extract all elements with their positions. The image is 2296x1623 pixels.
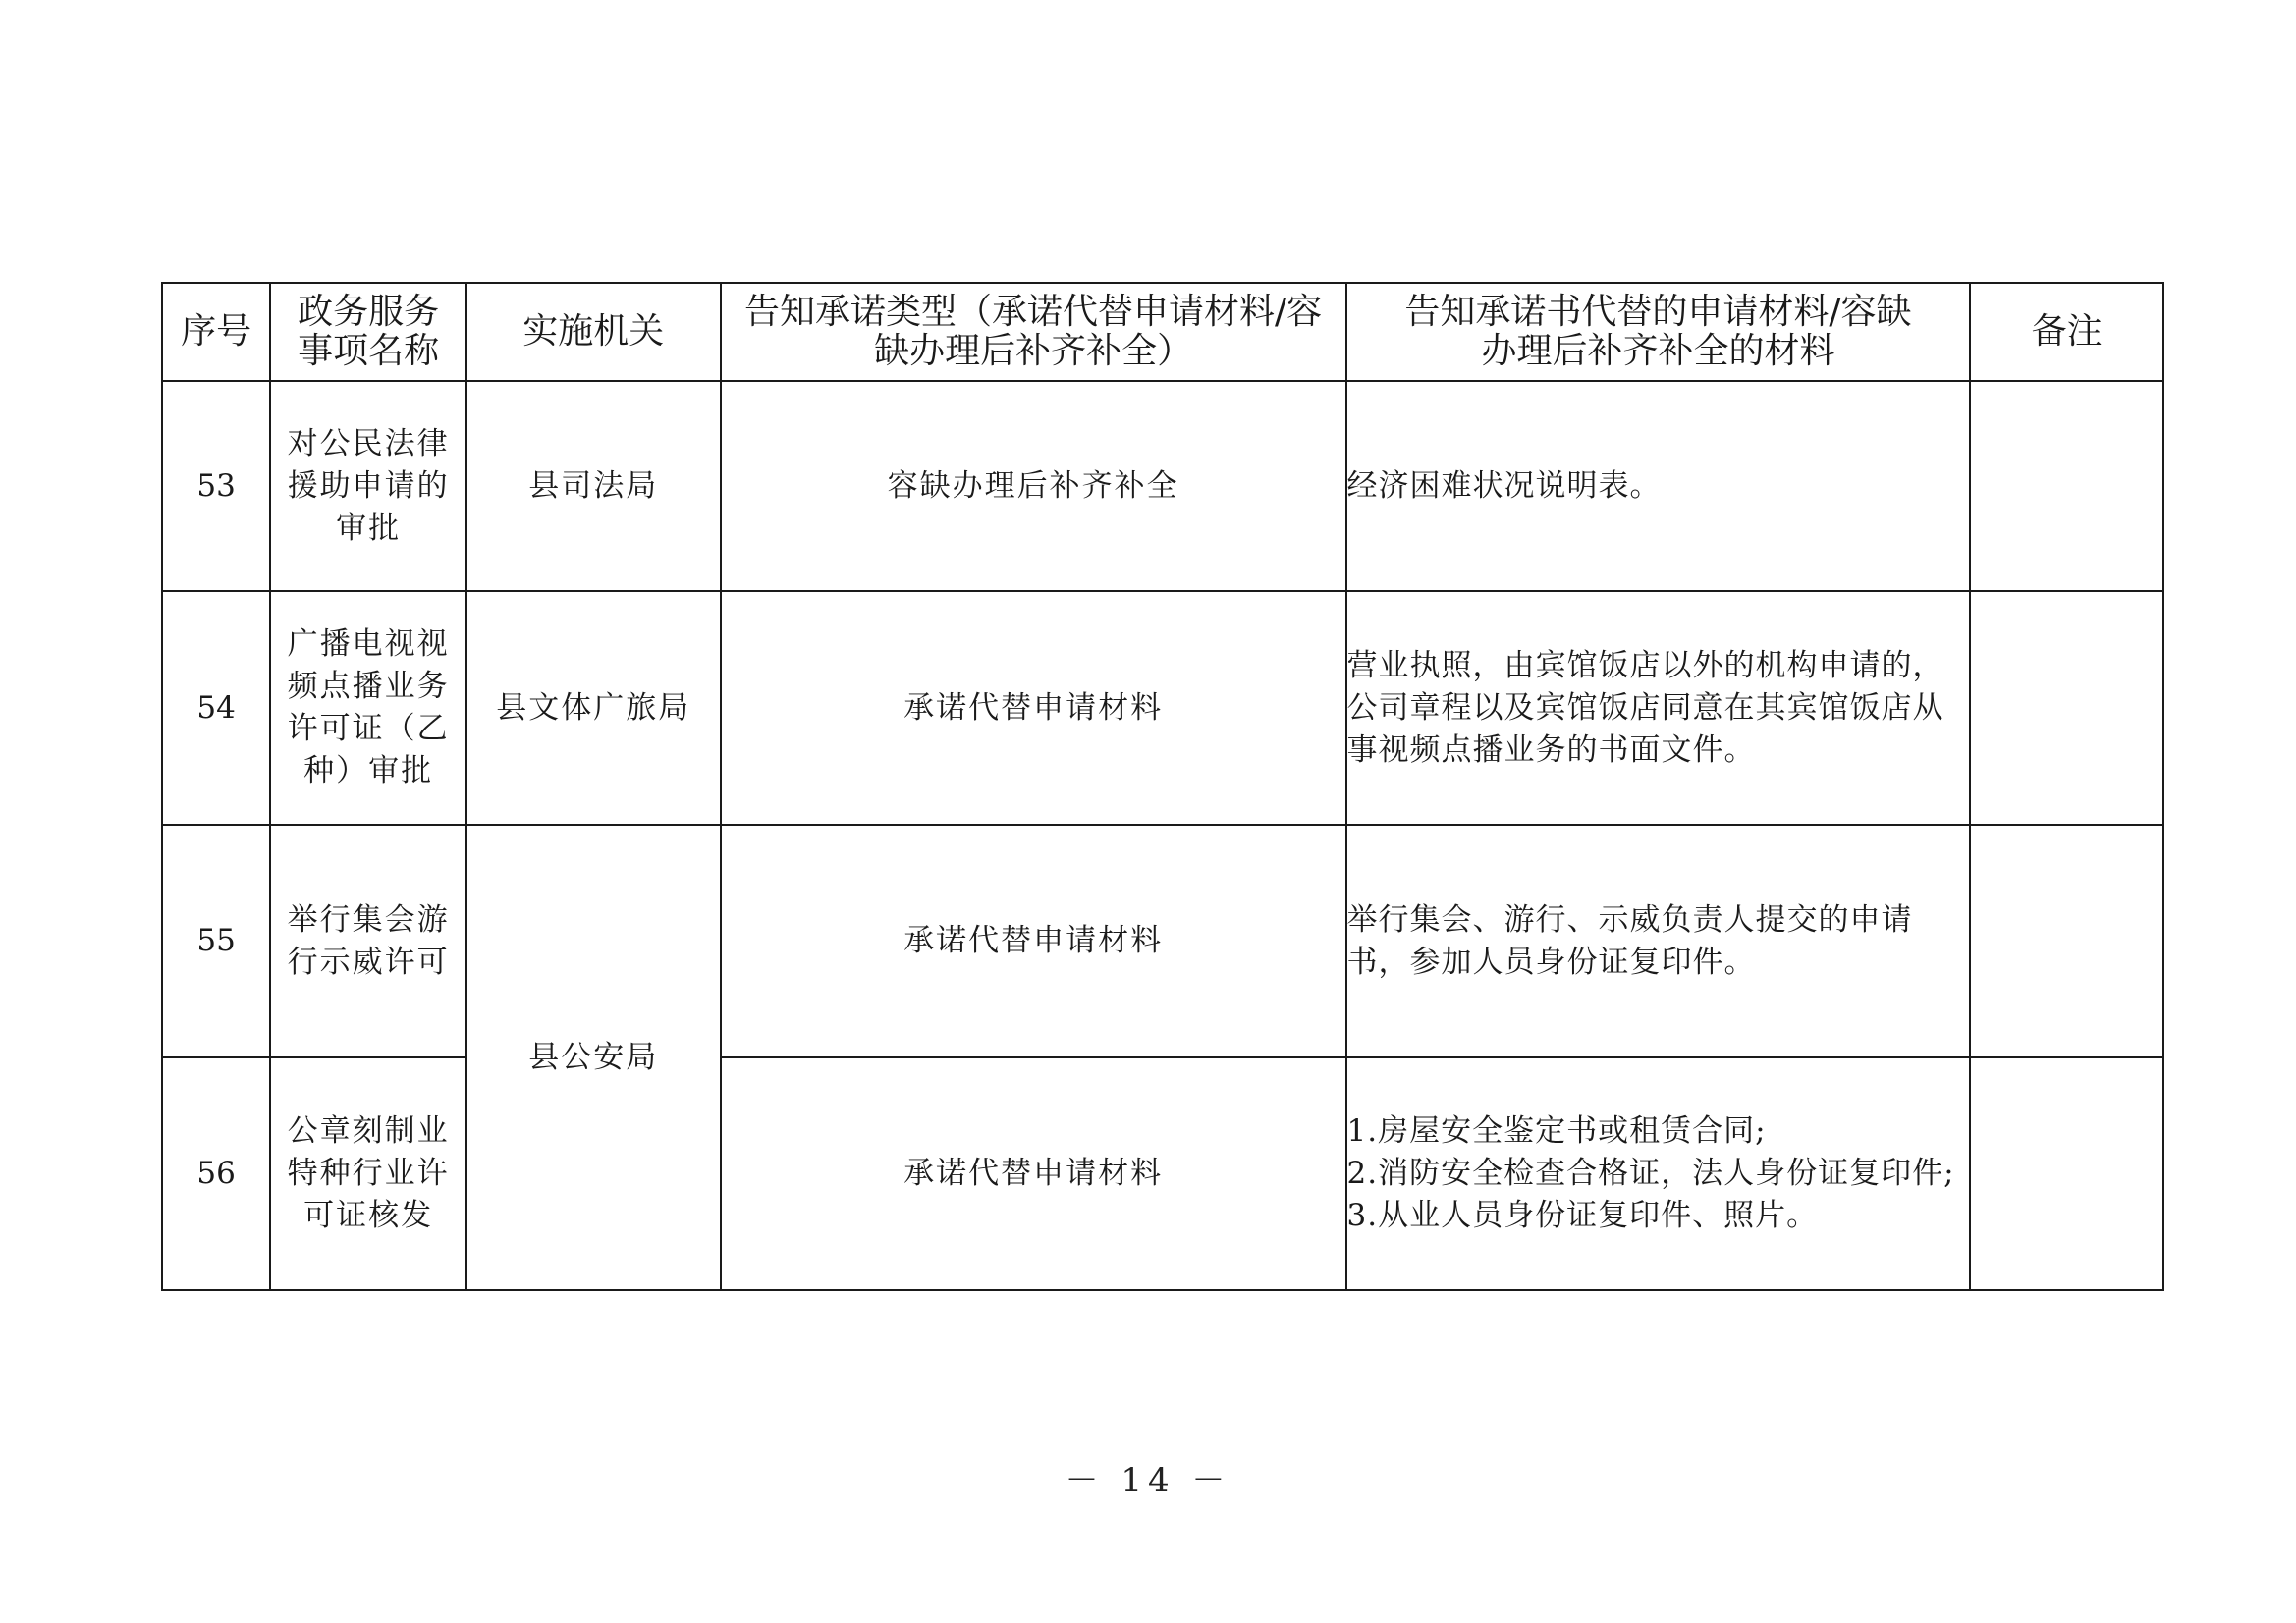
header-commitment-type: 告知承诺类型（承诺代替申请材料/容缺办理后补齐补全） [721, 283, 1346, 381]
material-line: 1.房屋安全鉴定书或租赁合同; [1346, 1113, 1767, 1149]
material-line: 举行集会、游行、示威负责人提交的申请书，参加人员身份证复印件。 [1346, 901, 1913, 980]
cell-commitment-type: 容缺办理后补齐补全 [721, 381, 1346, 591]
cell-seq: 53 [162, 381, 270, 591]
cell-materials [1346, 1057, 1971, 1290]
cell-service-name: 对公民法律援助申请的审批 [270, 381, 466, 591]
cell-agency: 县文体广旅局 [466, 591, 721, 825]
cell-seq: 54 [162, 591, 270, 825]
material-line: 经济困难状况说明表。 [1346, 467, 1662, 504]
cell-commitment-type: 承诺代替申请材料 [721, 825, 1346, 1057]
cell-materials [1346, 381, 1971, 591]
commitment-items-table [161, 282, 2164, 1291]
cell-seq: 56 [162, 1057, 270, 1290]
page-number: － 14 － [1065, 1461, 1231, 1500]
table-row [162, 591, 2163, 825]
cell-remarks [1970, 591, 2163, 825]
material-line: 营业执照，由宾馆饭店以外的机构申请的，公司章程以及宾馆饭店同意在其宾馆饭店从事视频点播业务的书面文件。 [1346, 647, 1944, 768]
cell-materials [1346, 825, 1971, 1057]
table-row [162, 381, 2163, 591]
cell-commitment-type: 承诺代替申请材料 [721, 1057, 1346, 1290]
header-service-name: 政务服务事项名称 [270, 283, 466, 381]
header-seq: 序号 [162, 283, 270, 381]
cell-materials [1346, 591, 1971, 825]
cell-remarks [1970, 381, 2163, 591]
header-materials: 告知承诺书代替的申请材料/容缺办理后补齐补全的材料 [1346, 283, 1971, 381]
table-row [162, 1057, 2163, 1290]
table-header-row [162, 283, 2163, 381]
cell-agency: 县公安局 [466, 825, 721, 1290]
cell-seq: 55 [162, 825, 270, 1057]
material-line: 3.从业人员身份证复印件、照片。 [1346, 1198, 1819, 1233]
header-agency: 实施机关 [466, 283, 721, 381]
cell-remarks [1970, 1057, 2163, 1290]
header-remarks: 备注 [1970, 283, 2163, 381]
cell-agency: 县司法局 [466, 381, 721, 591]
cell-service-name: 举行集会游行示威许可 [270, 825, 466, 1057]
table-row [162, 825, 2163, 1057]
material-line: 2.消防安全检查合格证，法人身份证复印件; [1346, 1156, 1955, 1191]
cell-commitment-type: 承诺代替申请材料 [721, 591, 1346, 825]
cell-remarks [1970, 825, 2163, 1057]
cell-service-name: 广播电视视频点播业务许可证（乙种）审批 [270, 591, 466, 825]
cell-service-name: 公章刻制业特种行业许可证核发 [270, 1057, 466, 1290]
